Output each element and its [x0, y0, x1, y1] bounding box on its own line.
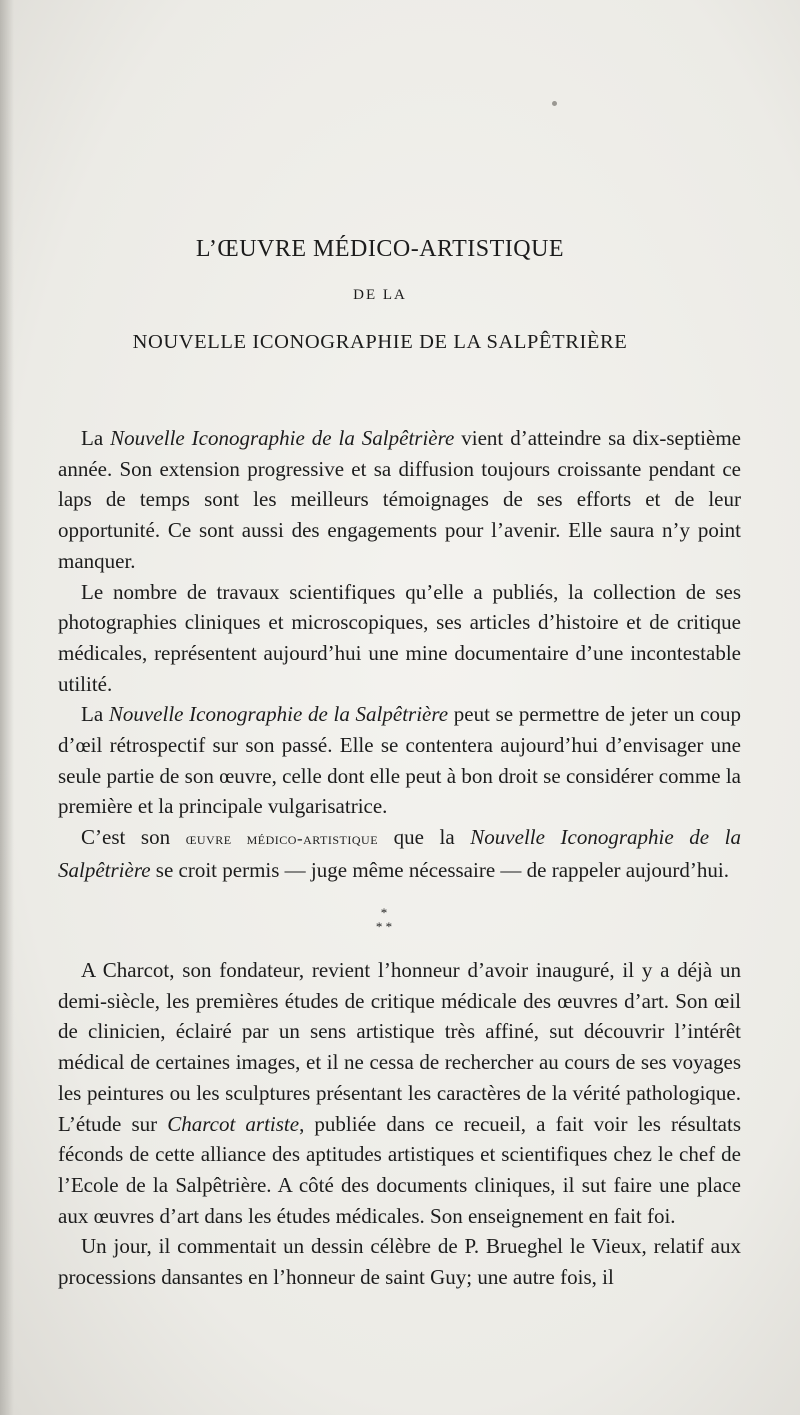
- page-edge-shadow: [0, 0, 14, 1415]
- paragraph-1: La Nouvelle Iconographie de la Salpêtrière vient d’atteindre sa dix-septième année. Son extension progressive et sa diffusion toujours croissante pendant ce laps de temps sont les meilleurs témoignages de ses efforts et de leur opportunité. Ce sont aussi des engagements pour l’avenir. Elle saura n’y point manquer.: [58, 426, 741, 573]
- article-title: L’ŒUVRE MÉDICO-ARTISTIQUE: [195, 236, 565, 262]
- article-body-part1: [58, 423, 741, 886]
- article-body-part2: [58, 955, 741, 1293]
- article-subtitle: NOUVELLE ICONOGRAPHIE DE LA SALPÊTRIÈRE: [132, 331, 628, 353]
- paragraph-4: [58, 822, 741, 885]
- smallcaps-phrase: œuvre médico-artistique: [185, 829, 379, 849]
- paragraph-text: , publiée dans ce recueil, a fait voir les résultats féconds de cette alliance des aptitudes artistiques et scientifiques chez le chef de l’Ecole de la Salpêtrière. A côté des documents cliniques, il sut faire une place aux œuvres d’art dans les études médicales. Son enseignement en fait foi.: [58, 1111, 741, 1228]
- paragraph-3: [58, 699, 741, 822]
- paragraph-text: que la: [378, 825, 471, 850]
- paragraph-text: vient d’atteindre sa dix-septième année. Son extension progressive et sa diffusion toujours croissante pendant ce laps de temps sont les meilleurs témoignages de ses efforts et de leur opportunité. Ce sont aussi des engagements pour l’avenir. Elle saura n’y point manquer.: [58, 426, 741, 573]
- ink-speck: [552, 101, 557, 106]
- asterism-top: *: [380, 905, 388, 920]
- journal-title-italic: Nouvelle Iconographie de la Salpêtrière: [58, 825, 741, 882]
- paragraph-2: Le nombre de travaux scientifiques qu’elle a publiés, la collection de ses photographies cliniques et microscopiques, ses articles d’histoire et de critique médicales, représentent aujourd’hui une mine documentaire d’une incontestable utilité.: [58, 579, 741, 696]
- study-title-italic: Charcot artiste: [167, 1111, 300, 1136]
- asterism-divider: [0, 906, 768, 934]
- paragraph-text: peut se permettre de jeter un coup d’œil rétrospectif sur son passé. Elle se contentera aujourd’hui d’envisager une seule partie de son œuvre, celle dont elle peut à bon droit se considérer comme la première et la principale vulgarisatrice.: [58, 702, 741, 819]
- paragraph-text: se croit permis — juge même nécessaire — de rappeler aujourd’hui.: [150, 857, 729, 882]
- journal-title-italic: Nouvelle Iconographie de la Salpêtrière: [110, 426, 455, 450]
- journal-title-italic: Nouvelle Iconographie de la Salpêtrière: [108, 702, 449, 727]
- article-title-connector: DE LA: [353, 287, 407, 303]
- paragraph-text: A Charcot, son fondateur, revient l’honneur d’avoir inauguré, il y a déjà un demi-siècle, les premières études de critique médicale des œuvres d’art. Son œil de clinicien, éclairé par un sens artistique très affiné, sut découvrir l’intérêt médical de certaines images, et il ne cessa de rechercher au cours de ses voyages les peintures ou les sculptures présentant les caractères de la vérité pathologique. L’étude sur: [58, 958, 741, 1136]
- asterism-bottom: * *: [375, 919, 393, 934]
- paragraph-6: Un jour, il commentait un dessin célèbre de P. Brueghel le Vieux, relatif aux processions dansantes en l’honneur de saint Guy; une autre fois, il: [58, 1234, 741, 1290]
- paragraph-5: [58, 955, 741, 1231]
- paragraph-text: C’est son: [81, 825, 186, 850]
- paragraph-text: La: [81, 702, 109, 727]
